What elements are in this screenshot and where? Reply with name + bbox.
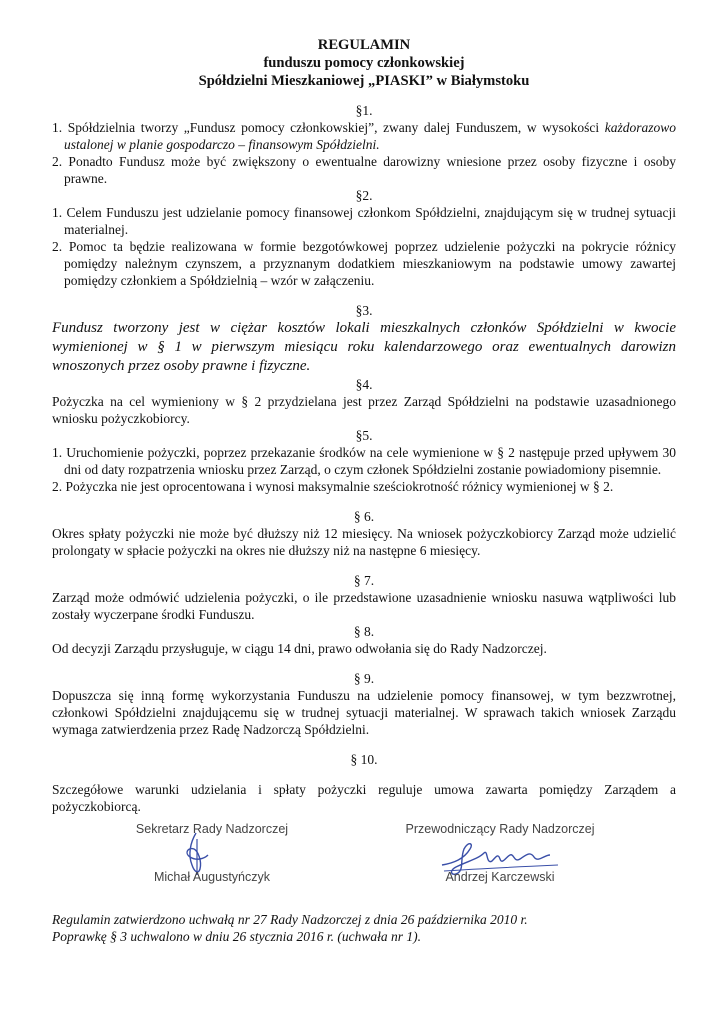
left-signature-name: Michał Augustyńczyk [153,870,271,884]
section-1-paragraph-1-text: 1. Spółdzielnia tworzy „Fundusz pomocy członkowskiej”, zwany dalej Funduszem, w wysokości [52,120,605,135]
title-line-2: funduszu pomocy członkowskiej [263,55,465,71]
section-1-paragraph-2: 2. Ponadto Fundusz może być zwiększony o ewentualne darowizny wniesione przez osoby fizyczne i osoby prawne. [52,154,676,186]
section-1-paragraph-1 [52,119,676,153]
right-signature-name: Andrzej Karczewski [445,870,555,884]
section-3-text: Fundusz tworzony jest w ciężar kosztów lokali mieszkalnych członków Spółdzielni w kwocie wymienionej w § 1 w pierwszym miesiącu roku kalendarzowego oraz ewentualnych darowizn wnoszonych przez osoby prawne i fizyczne. [52,320,676,374]
title-line-1: REGULAMIN [317,37,411,53]
approval-note [52,911,676,945]
section-3-heading: §3. [355,303,373,318]
section-9-heading: § 9. [353,671,375,686]
section-6-heading: § 6. [353,509,375,524]
section-2-paragraph-1: 1. Celem Funduszu jest udzielanie pomocy finansowej członkom Spółdzielni, znajdującym się w trudnej sytuacji materialnej. [52,205,676,237]
section-9-text: Dopuszcza się inną formę wykorzystania Funduszu na udzielenie pomocy finansowej, w tym bezzwrotnej, członkowi Spółdzielni znajdującemu się w trudnej sytuacji materialnej. W sprawach takich wniosek Zarządu wymaga zatwierdzenia przez Radę Nadzorczą Spółdzielni. [52,688,676,737]
approval-note-line-1: Regulamin zatwierdzono uchwałą nr 27 Rady Nadzorczej z dnia 26 października 2010 r. [52,912,528,927]
section-10-heading: § 10. [350,752,378,767]
section-8-text: Od decyzji Zarządu przysługuje, w ciągu 14 dni, prawo odwołania się do Rady Nadzorczej. [52,641,547,656]
section-4-text: Pożyczka na cel wymieniony w § 2 przydzielana jest przez Zarząd Spółdzielni na podstawie uzasadnionego wniosku pożyczkobiorcy. [52,394,676,426]
left-signature-role: Sekretarz Rady Nadzorczej [135,822,289,836]
left-signature [102,821,322,884]
right-signature-role: Przewodniczący Rady Nadzorczej [405,822,595,836]
document-title [52,36,676,90]
section-5-heading: §5. [355,428,373,443]
section-8-heading: § 8. [353,624,375,639]
right-signature [390,821,610,884]
section-5-paragraph-2: 2. Pożyczka nie jest oprocentowana i wynosi maksymalnie sześciokrotność różnicy wymienionej w § 2. [52,479,614,494]
regulation-document [52,36,676,945]
section-6-text: Okres spłaty pożyczki nie może być dłuższy niż 12 miesięcy. Na wniosek pożyczkobiorcy Zarząd może udzielić prolongaty w spłacie pożyczki na okres nie dłuższy niż na następne 6 miesięcy. [52,526,676,558]
approval-note-line-2: Poprawkę § 3 uchwalono w dniu 26 stycznia 2016 r. (uchwała nr 1). [52,929,421,944]
section-10-text: Szczegółowe warunki udzielania i spłaty pożyczki reguluje umowa zawarta pomiędzy Zarządem a pożyczkobiorcą. [52,782,676,814]
section-7-text: Zarząd może odmówić udzielenia pożyczki, o ile przedstawione uzasadnienie wniosku nasuwa wątpliwości lub zostały wyczerpane środki Funduszu. [52,590,676,622]
section-5-paragraph-1: 1. Uruchomienie pożyczki, poprzez przekazanie środków na cele wymienione w § 2 następuje przed upływem 30 dni od daty rozpatrzenia wniosku przez Zarząd, o czym członek Spółdzielni zostanie powiadomiony pisemnie. [52,445,676,477]
section-1-paragraph-1-italic: każdorazowo ustalonej w planie gospodarczo – finansowym Spółdzielni. [64,120,676,152]
signature-block [52,821,676,889]
title-line-3: Spółdzielni Mieszkaniowej „PIASKI” w Białymstoku [198,73,530,89]
section-1-heading: §1. [355,103,373,118]
section-7-heading: § 7. [353,573,375,588]
section-2-paragraph-2: 2. Pomoc ta będzie realizowana w formie bezgotówkowej poprzez udzielenie pożyczki na pokrycie różnicy pomiędzy należnym czynszem, a przyznanym dodatkiem mieszkaniowym na podstawie umowy zawartej pomiędzy członkiem a Spółdzielnią – wzór w załączeniu. [52,239,676,288]
section-4-heading: §4. [355,377,373,392]
section-2-heading: §2. [355,188,373,203]
